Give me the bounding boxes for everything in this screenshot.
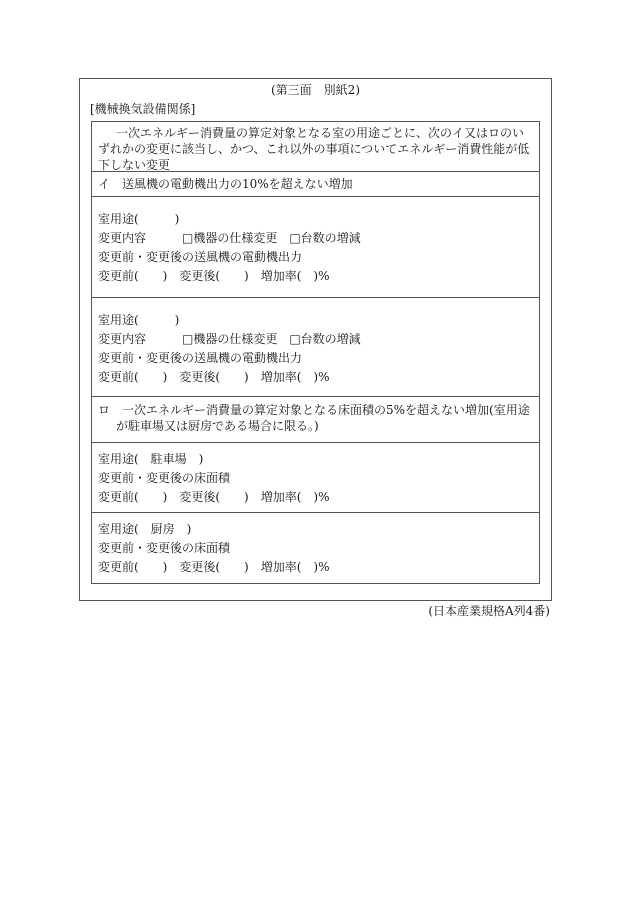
change-content: 変更内容 □機器の仕様変更 □台数の増減: [98, 332, 361, 346]
room-use: 室用途( ): [98, 313, 180, 327]
fan-output-label: 変更前・変更後の送風機の電動機出力: [98, 351, 303, 365]
section-ro-header: [92, 397, 539, 443]
intro-text: 一次エネルギー消費量の算定対象となる室の用途ごとに、次のイ又はロのいずれかの変更に該当し、かつ、これ以外の事項についてエネルギー消費性能が低下しない変更: [98, 126, 530, 172]
entry-ro-2: [92, 513, 539, 585]
entry-ro-1: [92, 443, 539, 513]
paper-size-note: (日本産業規格A列4番): [428, 604, 550, 618]
section-ro-text: ロ 一次エネルギー消費量の算定対象となる床面積の5%を超えない増加(室用途が駐車場又は厨房である場合に限る。): [98, 403, 530, 433]
before-after-values: 変更前( ) 変更後( ) 増加率( )%: [98, 269, 330, 283]
before-after-values: 変更前( ) 変更後( ) 増加率( )%: [98, 560, 330, 574]
entry-i-1: [92, 197, 539, 298]
section-i-header: [92, 172, 539, 197]
entry-i-2: [92, 298, 539, 397]
form-frame: [79, 78, 552, 601]
conditions-table: [91, 121, 540, 584]
room-use: 室用途( 厨房 ): [98, 522, 192, 536]
before-after-values: 変更前( ) 変更後( ) 増加率( )%: [98, 490, 330, 504]
fan-output-label: 変更前・変更後の送風機の電動機出力: [98, 250, 303, 264]
room-use: 室用途( 駐車場 ): [98, 452, 204, 466]
before-after-values: 変更前( ) 変更後( ) 増加率( )%: [98, 370, 330, 384]
floor-area-label: 変更前・変更後の床面積: [98, 541, 231, 555]
room-use: 室用途( ): [98, 212, 180, 226]
floor-area-label: 変更前・変更後の床面積: [98, 471, 231, 485]
change-content: 変更内容 □機器の仕様変更 □台数の増減: [98, 231, 361, 245]
intro-block: [92, 122, 539, 172]
section-title: [機械換気設備関係]: [90, 102, 196, 116]
section-i-text: イ 送風機の電動機出力の10%を超えない増加: [98, 177, 353, 191]
page-label: (第三面 別紙2): [271, 83, 360, 97]
